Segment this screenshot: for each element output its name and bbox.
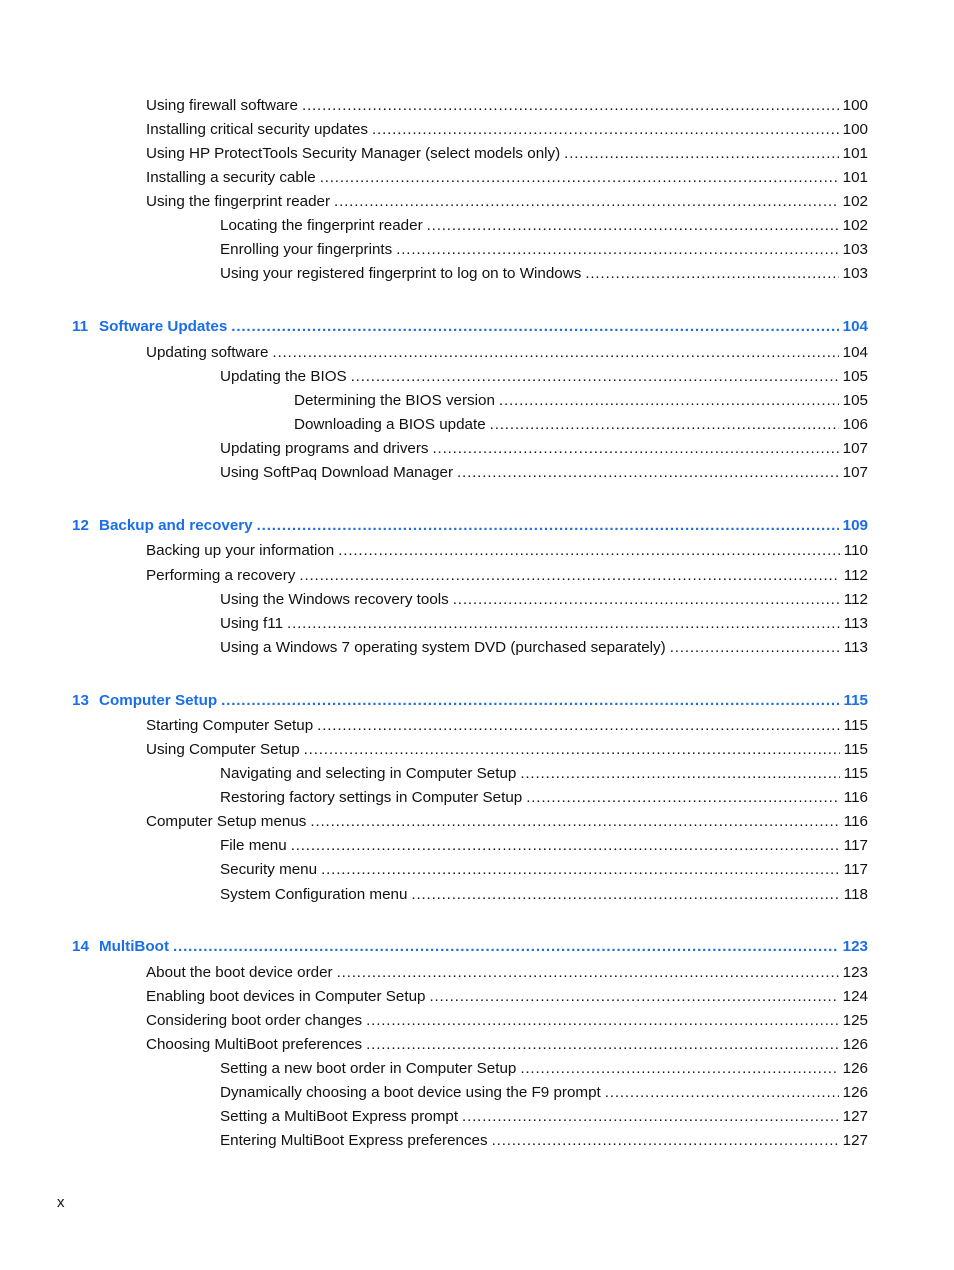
toc-page-number: 107 <box>842 464 868 481</box>
toc-entry-title: Backing up your information <box>146 542 335 559</box>
toc-entry-title: Enrolling your fingerprints <box>220 241 393 258</box>
dot-leader <box>366 1010 839 1032</box>
toc-entry[interactable] <box>0 787 868 809</box>
dot-leader <box>670 637 840 659</box>
toc-entry-title: Using a Windows 7 operating system DVD (purchased separately) <box>220 639 666 656</box>
toc-page-number: 127 <box>842 1132 868 1149</box>
toc-page-number: 101 <box>842 145 868 162</box>
toc-page-number: 103 <box>842 241 868 258</box>
toc-entry[interactable] <box>0 859 868 881</box>
toc-entry[interactable] <box>0 589 868 611</box>
dot-leader <box>457 462 839 484</box>
toc-entry-title: Installing critical security updates <box>146 121 369 138</box>
toc-entry[interactable] <box>0 637 868 659</box>
toc-entry[interactable] <box>0 986 868 1008</box>
toc-entry-title: Enabling boot devices in Computer Setup <box>146 988 426 1005</box>
toc-page-number: 113 <box>843 639 868 656</box>
dot-leader <box>321 859 840 881</box>
toc-page-number: 123 <box>842 938 868 955</box>
toc-page-number: 102 <box>842 193 868 210</box>
toc-page-number: 126 <box>842 1060 868 1077</box>
toc-chapter-entry[interactable] <box>0 316 868 338</box>
toc-entry-title: Using the Windows recovery tools <box>220 591 449 608</box>
toc-page-number: 115 <box>843 692 868 709</box>
toc-page-number: 117 <box>843 837 868 854</box>
toc-page-number: 104 <box>842 318 868 335</box>
toc-page-number: 112 <box>843 567 868 584</box>
toc-entry[interactable] <box>0 263 868 285</box>
toc-page-number: 126 <box>842 1084 868 1101</box>
toc-entry-title: File menu <box>220 837 287 854</box>
toc-entry-title: Software Updates <box>99 318 228 335</box>
dot-leader <box>564 143 838 165</box>
dot-leader <box>351 366 839 388</box>
toc-entry[interactable] <box>0 540 868 562</box>
toc-page-number: 103 <box>842 265 868 282</box>
toc-entry-title: Updating software <box>146 344 269 361</box>
toc-entry[interactable] <box>0 739 868 761</box>
dot-leader <box>338 540 840 562</box>
toc-entry-title: Starting Computer Setup <box>146 717 314 734</box>
toc-entry-title: Restoring factory settings in Computer Setup <box>220 789 523 806</box>
toc-entry-title: System Configuration menu <box>220 886 408 903</box>
toc-entry[interactable] <box>0 414 868 436</box>
toc-entry-title: Backup and recovery <box>99 517 253 534</box>
dot-leader <box>320 167 839 189</box>
chapter-number: 12 <box>72 517 89 534</box>
chapter-number: 11 <box>72 318 89 335</box>
dot-leader <box>499 390 839 412</box>
dot-leader <box>427 215 839 237</box>
toc-entry[interactable] <box>0 1034 868 1056</box>
toc-entry-title: Entering MultiBoot Express preferences <box>220 1132 488 1149</box>
toc-entry[interactable] <box>0 1130 868 1152</box>
dot-leader <box>433 438 839 460</box>
toc-page-number: 118 <box>843 886 868 903</box>
toc-entry-title: Downloading a BIOS update <box>294 416 486 433</box>
toc-entry-title: Considering boot order changes <box>146 1012 363 1029</box>
toc-entry[interactable] <box>0 613 868 635</box>
toc-entry-title: Security menu <box>220 861 318 878</box>
page-number: x <box>57 1194 65 1211</box>
dot-leader <box>396 239 838 261</box>
toc-entry-title: Using your registered fingerprint to log on to Windows <box>220 265 582 282</box>
toc-entry[interactable] <box>0 884 868 906</box>
toc-entry-title: Using SoftPaq Download Manager <box>220 464 454 481</box>
toc-entry-title: Using the fingerprint reader <box>146 193 331 210</box>
toc-page-number: 100 <box>842 97 868 114</box>
toc-entry[interactable] <box>0 715 868 737</box>
dot-leader <box>453 589 840 611</box>
toc-entry[interactable] <box>0 438 868 460</box>
toc-entry-title: Installing a security cable <box>146 169 316 186</box>
toc-entry[interactable] <box>0 95 868 117</box>
toc-page-number: 102 <box>842 217 868 234</box>
toc-page-number: 110 <box>843 542 868 559</box>
toc-entry[interactable] <box>0 239 868 261</box>
chapter-number: 14 <box>72 938 89 955</box>
toc-page-number: 115 <box>843 741 868 758</box>
dot-leader <box>272 342 838 364</box>
dot-leader <box>337 962 839 984</box>
toc-page-number: 127 <box>842 1108 868 1125</box>
chapter-number: 13 <box>72 692 89 709</box>
dot-leader <box>429 986 838 1008</box>
dot-leader <box>310 811 839 833</box>
dot-leader <box>302 95 839 117</box>
toc-entry[interactable] <box>0 462 868 484</box>
toc-chapter-entry[interactable] <box>0 936 868 958</box>
dot-leader <box>366 1034 839 1056</box>
toc-entry[interactable] <box>0 366 868 388</box>
toc-entry[interactable] <box>0 143 868 165</box>
toc-entry-title: MultiBoot <box>99 938 170 955</box>
toc-entry[interactable] <box>0 342 868 364</box>
toc-page-number: 107 <box>842 440 868 457</box>
dot-leader <box>287 613 840 635</box>
toc-page-number: 116 <box>843 789 868 806</box>
toc-entry-title: Determining the BIOS version <box>294 392 495 409</box>
dot-leader <box>490 414 839 436</box>
toc-page-number: 105 <box>842 392 868 409</box>
toc-entry-title: Using firewall software <box>146 97 298 114</box>
toc-entry[interactable] <box>0 811 868 833</box>
dot-leader <box>520 763 839 785</box>
dot-leader <box>231 316 838 338</box>
toc-entry-title: Setting a MultiBoot Express prompt <box>220 1108 459 1125</box>
toc-entry-title: Navigating and selecting in Computer Setup <box>220 765 517 782</box>
dot-leader <box>317 715 840 737</box>
toc-page-number: 113 <box>843 615 868 632</box>
dot-leader <box>299 565 839 587</box>
toc-entry-title: Updating the BIOS <box>220 368 347 385</box>
toc-entry-title: Using f11 <box>220 615 284 632</box>
toc-entry-title: Using HP ProtectTools Security Manager (select models only) <box>146 145 561 162</box>
dot-leader <box>520 1058 838 1080</box>
toc-entry[interactable] <box>0 1010 868 1032</box>
dot-leader <box>605 1082 839 1104</box>
toc-page-number: 126 <box>842 1036 868 1053</box>
toc-entry-title: Computer Setup <box>99 692 218 709</box>
toc-page-number: 106 <box>842 416 868 433</box>
toc-page-number: 124 <box>842 988 868 1005</box>
toc-entry-title: About the boot device order <box>146 964 333 981</box>
toc-page-number: 125 <box>842 1012 868 1029</box>
toc-entry[interactable] <box>0 119 868 141</box>
toc-page-number: 115 <box>843 765 868 782</box>
toc-page-number: 104 <box>842 344 868 361</box>
dot-leader <box>173 936 839 958</box>
dot-leader <box>221 690 839 712</box>
dot-leader <box>372 119 839 141</box>
toc-chapter-entry[interactable] <box>0 515 868 537</box>
toc-page-number: 123 <box>842 964 868 981</box>
toc-entry-title: Setting a new boot order in Computer Setup <box>220 1060 517 1077</box>
toc-entry[interactable] <box>0 962 868 984</box>
toc-entry-title: Performing a recovery <box>146 567 296 584</box>
toc-entry-title: Choosing MultiBoot preferences <box>146 1036 363 1053</box>
toc-entry-title: Dynamically choosing a boot device using the F9 prompt <box>220 1084 601 1101</box>
dot-leader <box>291 835 840 857</box>
dot-leader <box>526 787 840 809</box>
toc-page-number: 105 <box>842 368 868 385</box>
toc-entry-title: Updating programs and drivers <box>220 440 429 457</box>
dot-leader <box>492 1130 839 1152</box>
toc-entry[interactable] <box>0 565 868 587</box>
toc-entry-title: Using Computer Setup <box>146 741 300 758</box>
toc-entry[interactable] <box>0 835 868 857</box>
toc-entry-title: Computer Setup menus <box>146 813 307 830</box>
toc-page-number: 116 <box>843 813 868 830</box>
toc-entry[interactable] <box>0 1106 868 1128</box>
toc-entry[interactable] <box>0 1082 868 1104</box>
dot-leader <box>411 884 839 906</box>
toc-chapter-entry[interactable] <box>0 690 868 712</box>
dot-leader <box>585 263 838 285</box>
toc-entry[interactable] <box>0 763 868 785</box>
toc-page-number: 100 <box>842 121 868 138</box>
dot-leader <box>257 515 839 537</box>
toc-page-number: 112 <box>843 591 868 608</box>
toc-page-number: 101 <box>842 169 868 186</box>
toc-entry-title: Locating the fingerprint reader <box>220 217 423 234</box>
toc-page-number: 117 <box>843 861 868 878</box>
toc-page-number: 109 <box>842 517 868 534</box>
toc-entry[interactable] <box>0 215 868 237</box>
dot-leader <box>334 191 839 213</box>
toc-entry[interactable] <box>0 167 868 189</box>
toc-page-number: 115 <box>843 717 868 734</box>
toc-entry[interactable] <box>0 1058 868 1080</box>
dot-leader <box>462 1106 839 1128</box>
toc-entry[interactable] <box>0 191 868 213</box>
toc-entry[interactable] <box>0 390 868 412</box>
dot-leader <box>304 739 840 761</box>
